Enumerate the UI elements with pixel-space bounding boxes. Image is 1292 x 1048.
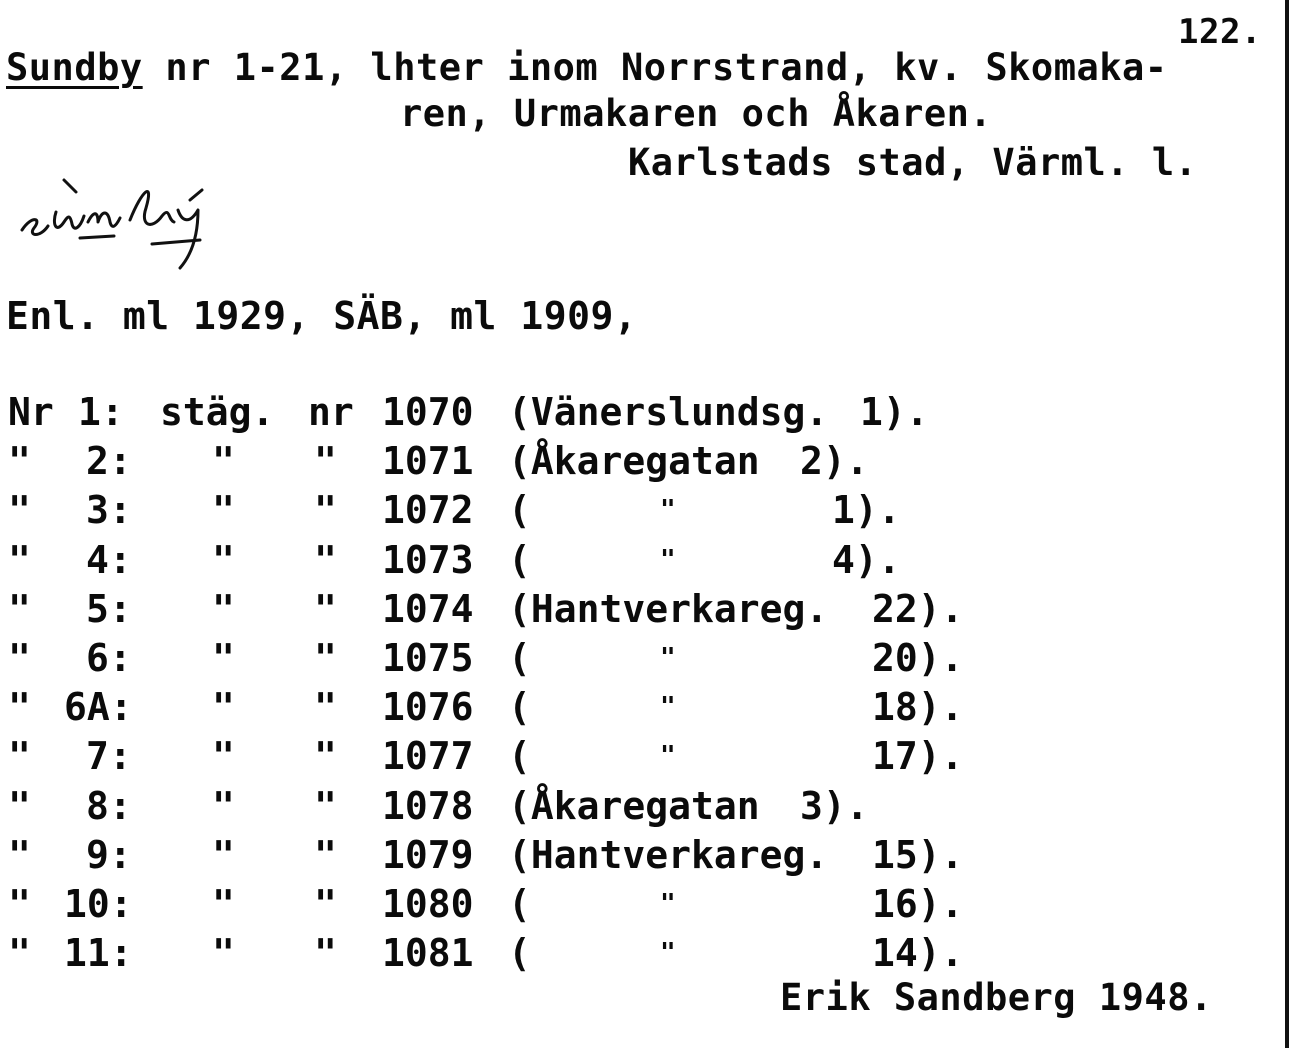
row-stag-label: "	[212, 882, 235, 926]
row-nr-label: "	[314, 734, 337, 779]
row-prefix: "	[8, 488, 31, 533]
row-nr-label: "	[314, 537, 337, 582]
handwritten-name	[12, 160, 332, 280]
page-number: 122.	[1178, 12, 1262, 52]
row-number: 8:	[86, 783, 132, 828]
row-street: (	[508, 931, 531, 976]
row-stag-number: 1075	[382, 636, 474, 680]
row-street: (Åkaregatan	[508, 783, 760, 828]
row-stag-label: stäg.	[160, 390, 275, 434]
row-stag-label: "	[212, 537, 235, 582]
row-stag-number: 1080	[382, 882, 474, 926]
row-house-number: 18).	[872, 685, 964, 730]
row-street-ditto: "	[660, 643, 676, 673]
row-number: 2:	[86, 439, 132, 484]
table-row	[0, 634, 1280, 682]
row-prefix: Nr	[8, 390, 54, 434]
table-row	[0, 388, 1280, 436]
row-stag-label: "	[212, 734, 235, 779]
table-row	[0, 831, 1280, 879]
row-prefix: "	[8, 636, 31, 680]
row-street: (Hantverkareg.	[508, 832, 829, 877]
table-row	[0, 880, 1280, 928]
table-row	[0, 929, 1280, 977]
row-street-ditto: "	[660, 544, 676, 575]
row-nr-label: "	[314, 636, 337, 680]
row-street: (	[508, 537, 531, 582]
row-number: 4:	[86, 537, 132, 582]
row-stag-number: 1079	[382, 832, 474, 877]
row-stag-number: 1073	[382, 537, 474, 582]
header-line-1	[6, 48, 1168, 88]
row-nr-label: "	[314, 832, 337, 877]
row-prefix: "	[8, 783, 31, 828]
header-line-3: Karlstads stad, Värml. l.	[628, 141, 1198, 184]
row-prefix: "	[8, 734, 31, 779]
row-nr-label: "	[314, 882, 337, 926]
row-house-number: 16).	[872, 882, 964, 926]
row-stag-number: 1071	[382, 439, 474, 484]
place-name: Sundby	[6, 46, 143, 89]
row-house-number: 14).	[872, 931, 964, 976]
card-edge	[1285, 0, 1289, 1048]
row-prefix: "	[8, 832, 31, 877]
row-stag-number: 1077	[382, 734, 474, 779]
header-line-1-rest: nr 1-21, lhter inom Norrstrand, kv. Skomaka-	[142, 46, 1168, 89]
row-stag-label: "	[212, 488, 235, 533]
row-prefix: "	[8, 586, 31, 631]
row-house-number: 17).	[872, 734, 964, 779]
table-row	[0, 437, 1280, 485]
row-number: 3:	[86, 488, 132, 533]
row-street: (	[508, 636, 531, 680]
row-house-number: 4).	[832, 537, 901, 582]
row-street: (	[508, 882, 531, 926]
row-prefix: "	[8, 931, 31, 976]
row-stag-number: 1074	[382, 586, 474, 631]
row-house-number: 1).	[832, 488, 901, 533]
table-row	[0, 585, 1280, 633]
row-nr-label: "	[314, 488, 337, 533]
row-nr-label: nr	[308, 390, 354, 434]
row-prefix: "	[8, 439, 31, 484]
row-nr-label: "	[314, 586, 337, 631]
row-street: (	[508, 734, 531, 779]
row-number: 1:	[78, 390, 124, 434]
row-house-number: 20).	[872, 636, 964, 680]
signature: Erik Sandberg 1948.	[780, 976, 1213, 1019]
row-number: 10:	[64, 882, 133, 926]
row-house-number: 2).	[800, 439, 869, 484]
row-stag-number: 1070	[382, 390, 474, 434]
row-stag-label: "	[212, 832, 235, 877]
row-street: (Hantverkareg.	[508, 586, 829, 631]
row-house-number: 3).	[800, 783, 869, 828]
row-number: 7:	[86, 734, 132, 779]
row-stag-label: "	[212, 439, 235, 484]
row-nr-label: "	[314, 783, 337, 828]
row-number: 6A:	[64, 685, 133, 730]
row-nr-label: "	[314, 439, 337, 484]
row-number: 5:	[86, 586, 132, 631]
row-street: (	[508, 685, 531, 730]
row-house-number: 15).	[872, 832, 964, 877]
row-street-ditto: "	[660, 938, 676, 969]
row-stag-number: 1072	[382, 488, 474, 533]
row-stag-number: 1076	[382, 685, 474, 730]
row-stag-label: "	[212, 685, 235, 730]
row-number: 11:	[64, 931, 133, 976]
source-note: Enl. ml 1929, SÄB, ml 1909,	[6, 294, 638, 338]
table-row	[0, 536, 1280, 584]
row-street-ditto: "	[660, 741, 676, 772]
row-stag-label: "	[212, 931, 235, 976]
row-house-number: 1).	[860, 390, 929, 434]
row-street-ditto: "	[660, 889, 676, 919]
row-number: 9:	[86, 832, 132, 877]
row-prefix: "	[8, 537, 31, 582]
row-nr-label: "	[314, 685, 337, 730]
row-stag-number: 1078	[382, 783, 474, 828]
table-row	[0, 683, 1280, 731]
row-nr-label: "	[314, 931, 337, 976]
row-stag-label: "	[212, 586, 235, 631]
row-stag-label: "	[212, 783, 235, 828]
row-stag-label: "	[212, 636, 235, 680]
row-house-number: 22).	[872, 586, 964, 631]
row-street-ditto: "	[660, 495, 676, 526]
table-row	[0, 486, 1280, 534]
row-prefix: "	[8, 882, 31, 926]
row-number: 6:	[86, 636, 132, 680]
row-prefix: "	[8, 685, 31, 730]
row-street: (	[508, 488, 531, 533]
row-street: (Vänerslundsg.	[508, 390, 829, 434]
row-street: (Åkaregatan	[508, 439, 760, 484]
table-row	[0, 782, 1280, 830]
row-stag-number: 1081	[382, 931, 474, 976]
row-street-ditto: "	[660, 692, 676, 723]
header-line-2: ren, Urmakaren och Åkaren.	[400, 92, 993, 135]
table-row	[0, 732, 1280, 780]
